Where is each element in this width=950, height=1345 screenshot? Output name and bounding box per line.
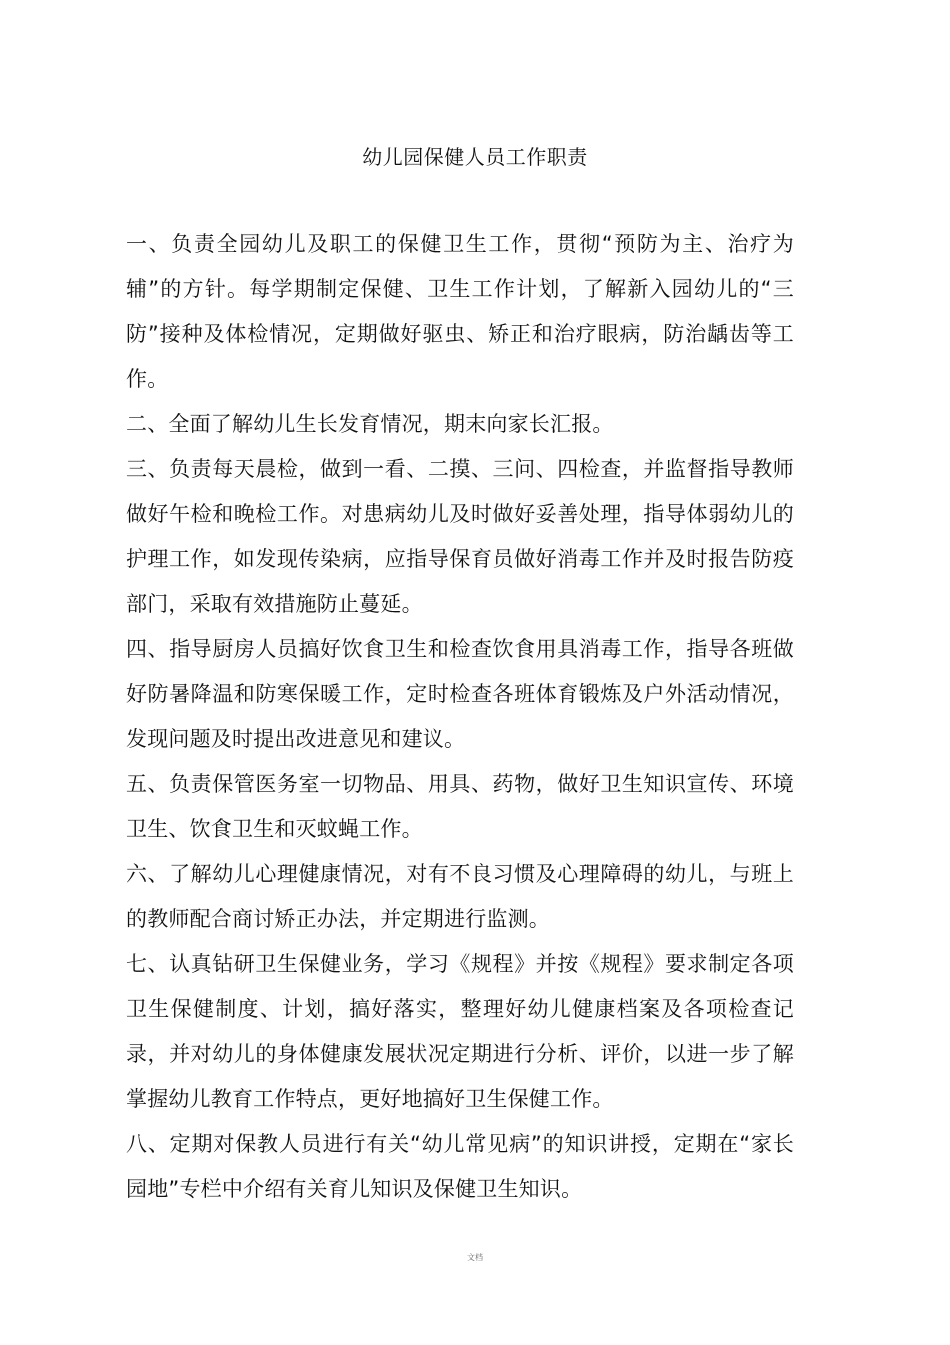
- document-body: [126, 222, 794, 1212]
- page-footer: 文档: [467, 1253, 483, 1262]
- paragraph-8: 八、定期对保教人员进行有关“幼儿常见病”的知识讲授，定期在“家长园地”专栏中介绍有关育儿知识及保健卫生知识。: [126, 1132, 794, 1201]
- document-title: 幼儿园保健人员工作职责: [362, 145, 588, 169]
- paragraph-3: 三、负责每天晨检，做到一看、二摸、三问、四检查，并监督指导教师做好午检和晚检工作。对患病幼儿及时做好妥善处理，指导体弱幼儿的护理工作，如发现传染病，应指导保育员做好消毒工作并及时报告防疫部门，采取有效措施防止蔓延。: [126, 457, 794, 616]
- paragraph-7: 七、认真钻研卫生保健业务，学习《规程》并按《规程》要求制定各项卫生保健制度、计划，搞好落实，整理好幼儿健康档案及各项检查记录，并对幼儿的身体健康发展状况定期进行分析、评价，以进一步了解掌握幼儿教育工作特点，更好地搞好卫生保健工作。: [126, 952, 794, 1111]
- paragraph-4: 四、指导厨房人员搞好饮食卫生和检查饮食用具消毒工作，指导各班做好防暑降温和防寒保暖工作，定时检查各班体育锻炼及户外活动情况，发现问题及时提出改进意见和建议。: [126, 637, 794, 751]
- paragraph-2: 二、全面了解幼儿生长发育情况，期末向家长汇报。: [126, 412, 614, 436]
- paragraph-6: 六、了解幼儿心理健康情况，对有不良习惯及心理障碍的幼儿，与班上的教师配合商讨矫正办法，并定期进行监测。: [126, 862, 794, 931]
- paragraph-5: 五、负责保管医务室一切物品、用具、药物，做好卫生知识宣传、环境卫生、饮食卫生和灭蚊蝇工作。: [126, 772, 794, 841]
- paragraph-1: 一、负责全园幼儿及职工的保健卫生工作，贯彻“预防为主、治疗为辅”的方针。每学期制定保健、卫生工作计划，了解新入园幼儿的“三防”接种及体检情况，定期做好驱虫、矫正和治疗眼病，防治龋齿等工作。: [126, 232, 794, 391]
